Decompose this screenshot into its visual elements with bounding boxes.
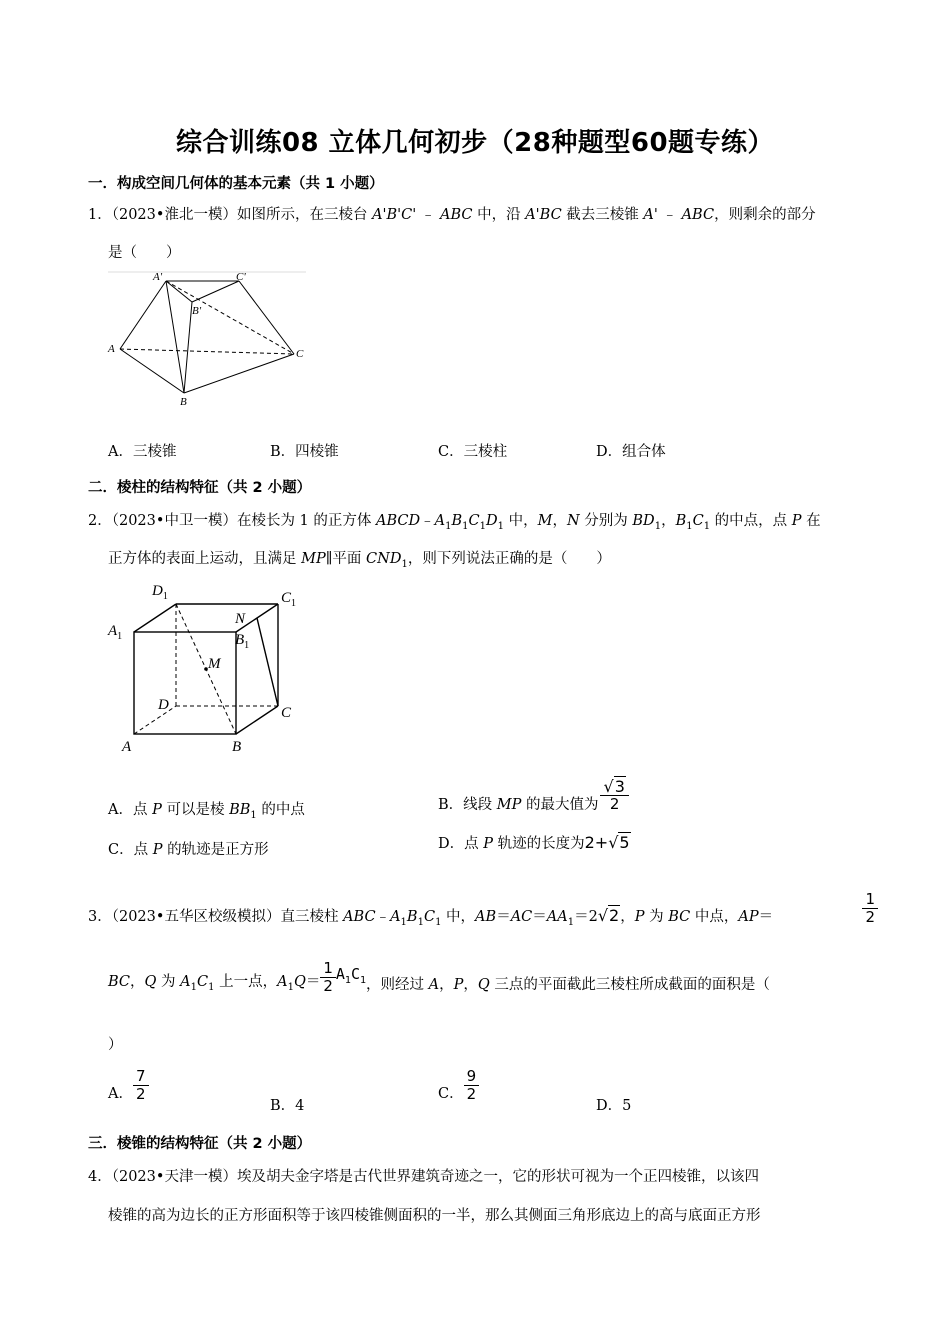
- edge-a1-b1: [166, 281, 192, 302]
- label-a: A: [108, 343, 115, 355]
- label-c: C: [281, 705, 292, 721]
- section-heading-3: 三．棱锥的结构特征（共 2 小题）: [88, 1136, 312, 1152]
- edge-b1-b: [184, 302, 192, 393]
- edge-a-d: [134, 706, 176, 734]
- edge-a-c: [120, 349, 294, 354]
- label-n: N: [235, 611, 246, 627]
- question-3: 3．（2023•五华区校级模拟）直三棱柱 $ABC﹣A_1B_1C_1$ 中，$AB=AC=AA_1=2√2$，P 为 BC 中点，AP＝ $\frac{1}{2}$: [88, 906, 878, 933]
- question-4-line2: 棱锥的高为边长的正方形面积等于该四棱锥侧面积的一半，那么其侧面三角形底边上的高与底面正方形: [108, 1208, 761, 1224]
- edge-a1-a: [120, 281, 166, 349]
- q2-option-d: D．点 P 轨迹的长度为2+√5: [438, 833, 630, 852]
- label-b1: $B_1$: [235, 632, 250, 651]
- question-2: 2．（2023•中卫一模）在棱长为 1 的正方体 $ABCD﹣A_1B_1C_1D_1$ 中，M，N 分别为 $BD_1$，$B_1C_1$ 的中点，点 P 在: [88, 513, 821, 532]
- question-1: 1．（2023•淮北一模）如图所示，在三棱台 A'B'C' ﹣ ABC 中，沿 A'BC 截去三棱锥 A' ﹣ ABC，则剩余的部分: [88, 207, 816, 223]
- q2-option-c: C．点 P 的轨迹是正方形: [108, 842, 269, 858]
- q3-option-a: A． $\frac{7}{2}$: [108, 1068, 149, 1103]
- label-d1: $D_1$: [152, 583, 168, 602]
- q2-option-a: A．点 P 可以是棱 $BB_1$ 的中点: [108, 802, 305, 821]
- edge-a1-d1: [134, 604, 176, 632]
- edge-a1-b: [166, 281, 184, 393]
- cube-front-face: [134, 632, 236, 734]
- q2-option-b: B．线段 MP 的最大值为 $\frac{√3}{2}$: [438, 766, 629, 824]
- label-b1: B': [192, 305, 202, 317]
- label-a: A: [122, 739, 132, 755]
- edge-c1-b1: [192, 281, 239, 302]
- question-4: 4．（2023•天津一模）埃及胡夫金字塔是古代世界建筑奇迹之一，它的形状可视为一个正四棱锥，以该四: [88, 1169, 759, 1185]
- q1-option-a: A．三棱锥: [108, 444, 177, 460]
- label-c1: C': [236, 271, 246, 283]
- q1-option-b: B．四棱锥: [270, 444, 339, 460]
- edge-a1-c: [166, 281, 294, 354]
- edge-b-c: [236, 706, 278, 734]
- section-heading-1: 一．构成空间几何体的基本元素（共 1 小题）: [88, 176, 384, 192]
- label-b: B: [180, 396, 187, 408]
- frustum-figure: [100, 268, 315, 410]
- label-c1: $C_1$: [281, 590, 297, 609]
- label-a1: A': [153, 271, 163, 283]
- q3-option-b: B．4: [270, 1098, 305, 1114]
- edge-a-b: [120, 349, 184, 393]
- label-b: B: [232, 739, 242, 755]
- question-2-line2: 正方体的表面上运动，且满足 MP∥平面 $CND_1$，则下列说法正确的是（ ）: [108, 551, 611, 570]
- question-1-line2: 是（ ）: [108, 245, 181, 261]
- section-heading-2: 二．棱柱的结构特征（共 2 小题）: [88, 480, 312, 496]
- segment-n-c: [257, 618, 278, 706]
- edge-c1-c: [239, 281, 294, 354]
- q1-option-d: D．组合体: [596, 444, 666, 460]
- question-3-line2: BC，Q 为 $A_1C_1$ 上一点，$A_1Q=$ $\frac{1}{2}$ $A_1C_1$ ，则经过 A，P，Q 三点的平面截此三棱柱所成截面的面积是（: [108, 959, 770, 996]
- page-title: 综合训练08 立体几何初步（28种题型60题专练）: [175, 128, 775, 158]
- label-c: C: [296, 348, 304, 360]
- cube-figure: [104, 578, 314, 758]
- q3-option-c: C． $\frac{9}{2}$: [438, 1068, 479, 1103]
- q1-option-c: C．三棱柱: [438, 444, 508, 460]
- label-d: D: [158, 697, 169, 713]
- label-a1: $A_1$: [108, 623, 123, 642]
- edge-b-c: [184, 354, 294, 393]
- q3-option-d: D．5: [596, 1098, 632, 1114]
- question-3-line3: ）: [108, 1037, 123, 1053]
- label-m: M: [208, 656, 221, 672]
